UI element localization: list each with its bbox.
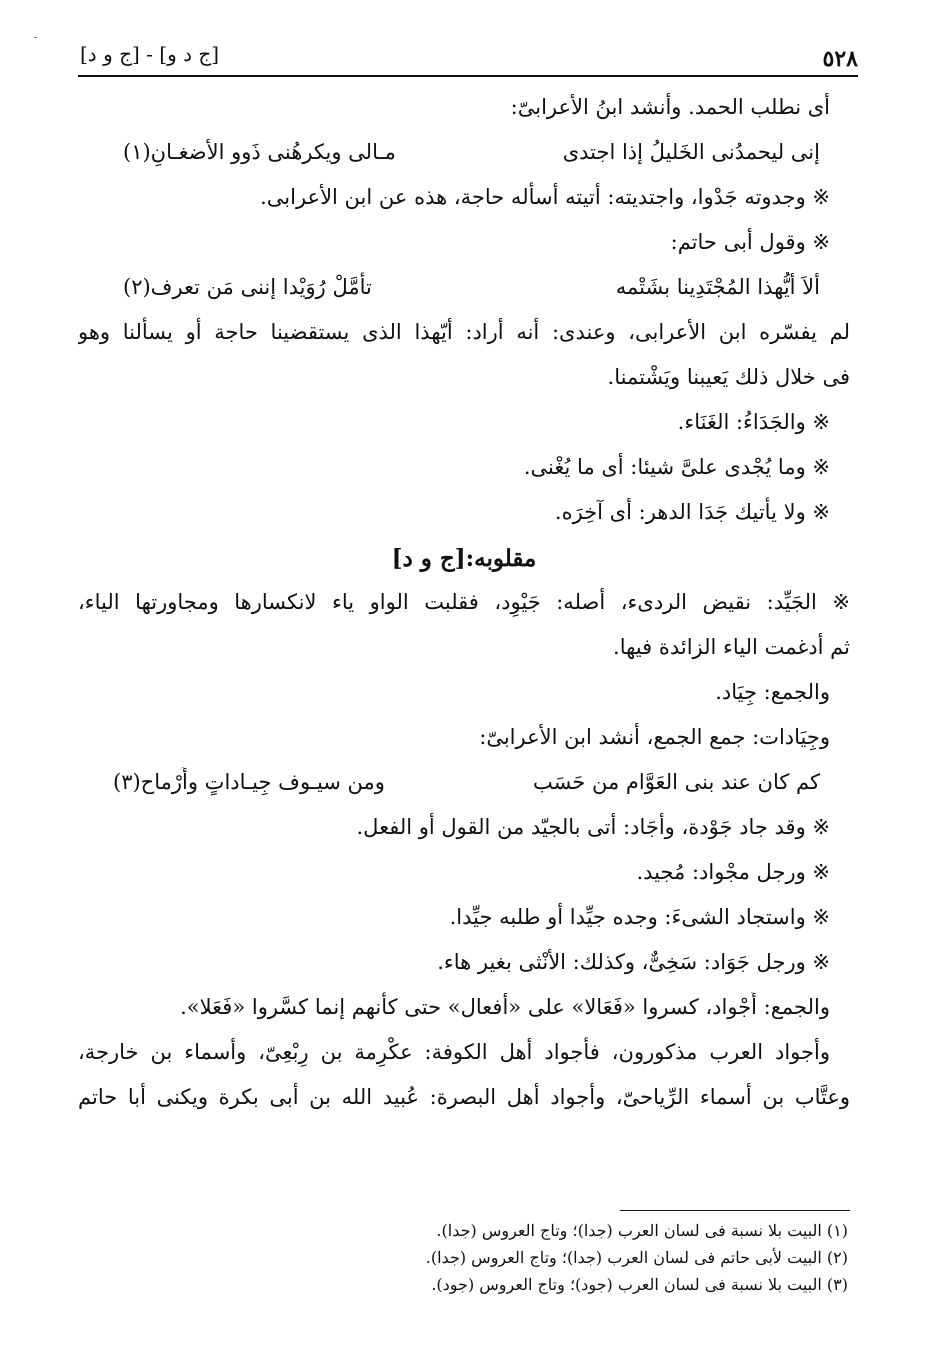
- section-subheading: مقلوبه:[ج و د]: [391, 545, 537, 572]
- text-line: ※ ولا يأتيك جَدَا الدهر: أى آخِرَه.: [554, 500, 830, 524]
- verse-second-hemistich: تأمَّلْ رُوَيْدا إننى مَن تعرف(٢): [123, 275, 372, 299]
- text-line: ※ الجَيِّد: نقيض الردىء، أصله: جَيْوِد، فقلبت الواو ياء لانكسارها ومجاورتها الياء،: [78, 590, 850, 614]
- header-rule: [78, 75, 858, 77]
- footnote: (٣) البيت بلا نسبة فى لسان العرب (جود)؛ وتاج العروس (جود).: [431, 1275, 848, 1294]
- text-line: ※ وقول أبى حاتم:: [670, 230, 830, 254]
- verse-line: [78, 767, 850, 812]
- footnotes: [80, 1218, 848, 1299]
- text-line: وجِيَادات: جمع الجمع، أنشد ابن الأعرابىّ:: [479, 725, 830, 749]
- verse-line: [78, 137, 850, 182]
- text-line: ※ ورجل مجْواد: مُجيد.: [636, 860, 830, 884]
- verse-first-hemistich: كم كان عند بنى العَوَّام من حَسَب: [532, 770, 820, 794]
- text-line: ※ واستجاد الشىءَ: وجده جيِّدا أو طلبه جيِّدا.: [449, 905, 830, 929]
- verse-first-hemistich: إنى ليحمدُنى الخَليلُ إذا اجتدى: [562, 140, 820, 164]
- scan-mark: [34, 37, 37, 38]
- text-line: أى نطلب الحمد. وأنشد ابنُ الأعرابىّ:: [510, 95, 830, 119]
- text-line: والجمع: أَجْواد، كسروا «فَعَالا» على «أفعال» حتى كأنهم إنما كسَّروا «فَعَلا».: [180, 995, 830, 1019]
- page-number: ٥٢٨: [822, 46, 858, 72]
- text-line: ※ والجَدَاءُ: الغَنَاء.: [677, 410, 830, 434]
- text-line: والجمع: جِيَاد.: [715, 680, 830, 704]
- main-text: [78, 92, 850, 1127]
- verse-second-hemistich: مـالى ويكرهُنى ذَوو الأضغـانِ(١): [123, 140, 396, 164]
- text-line: وعتَّاب بن أسماء الرِّياحىّ، وأجواد أهل البصرة: عُبيد الله بن أبى بكرة ويكنى أبا حاتم: [78, 1085, 850, 1109]
- text-line: ※ وما يُجْدى علىَّ شيئا: أى ما يُغْنى.: [523, 455, 830, 479]
- text-line: ثم أدغمت الياء الزائدة فيها.: [613, 635, 850, 659]
- page-header: [80, 38, 858, 78]
- verse-line: [78, 272, 850, 317]
- text-line: ※ وجدوته جَدْوا، واجتديته: أتيته أسأله حاجة، هذه عن ابن الأعرابى.: [260, 185, 830, 209]
- text-line: لم يفسّره ابن الأعرابى، وعندى: أنه أراد: أيّهذا الذى يستقضينا حاجة أو يسألنا وهو: [78, 320, 850, 344]
- text-line: ※ وقد جاد جَوْدة، وأجَاد: أتى بالجيّد من القول أو الفعل.: [356, 815, 830, 839]
- text-line: ※ ورجل جَوَاد: سَخِىٌّ، وكذلك: الأنْثى بغير هاء.: [437, 950, 830, 974]
- footnote-rule: [620, 1210, 850, 1211]
- footnote: (٢) البيت لأبى حاتم فى لسان العرب (جدا)؛ وتاج العروس (جدا).: [425, 1248, 848, 1267]
- text-line: وأجواد العرب مذكورون، فأجواد أهل الكوفة: عكْرِمة بن رِبْعِىّ، وأسماء بن خارجة،: [78, 1040, 830, 1064]
- text-line: فى خلال ذلك يَعيبنا ويَشْتمنا.: [607, 365, 850, 389]
- section-mark: [ج د و] - [ج و د]: [80, 42, 220, 66]
- verse-second-hemistich: ومن سيـوف جِيـاداتٍ وأَرْماح(٣): [113, 770, 385, 794]
- verse-first-hemistich: ألاَ أيُّهذا المُجْتَدِينا بشَتْمه: [615, 275, 820, 299]
- footnote: (١) البيت بلا نسبة فى لسان العرب (جدا)؛ وتاج العروس (جدا).: [436, 1221, 848, 1240]
